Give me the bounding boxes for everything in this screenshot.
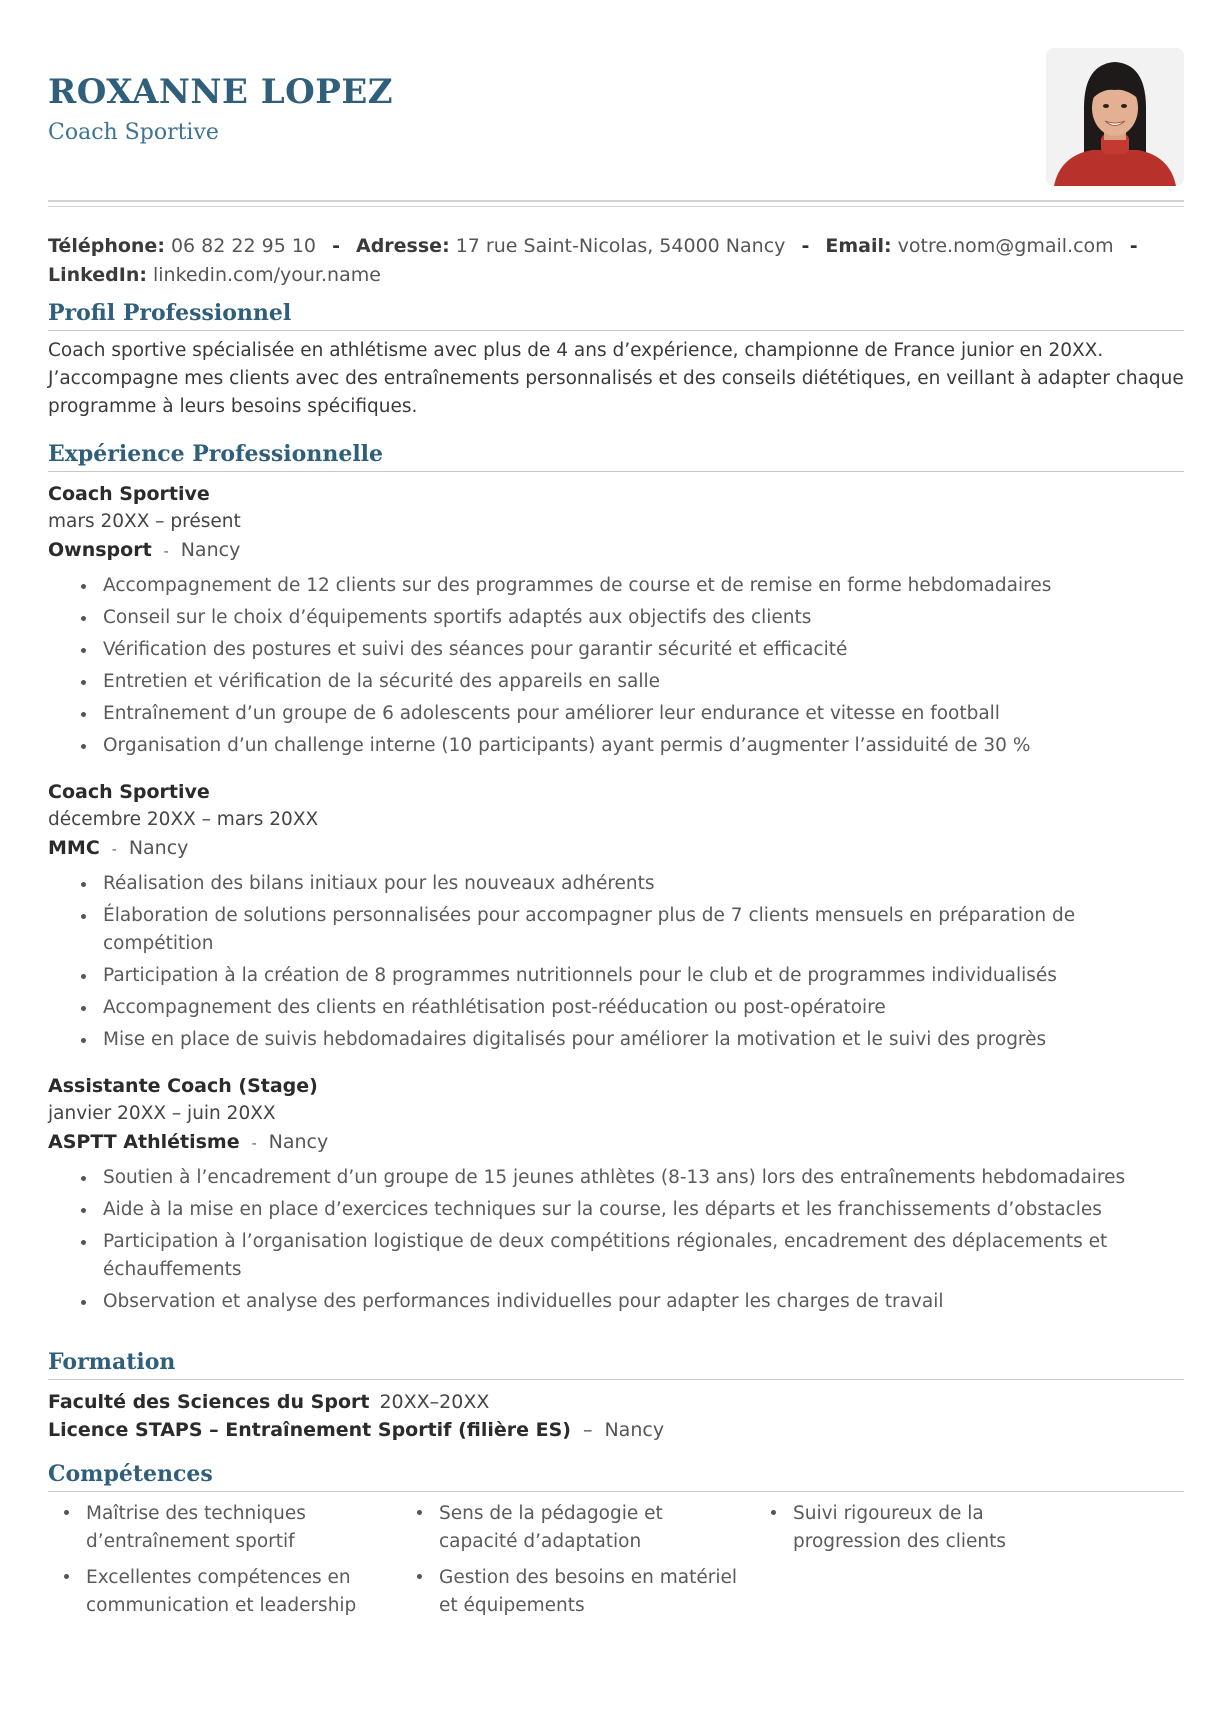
address-label: Adresse: (356, 235, 450, 257)
list-item: Observation et analyse des performances individuelles pour adapter les charges de travail (48, 1288, 1184, 1316)
skill-item: Gestion des besoins en matériel et équipements (401, 1564, 739, 1620)
email-label: Email: (825, 235, 892, 257)
skill-item: Sens de la pédagogie et capacité d’adaptation (401, 1500, 739, 1556)
experience-section (48, 439, 1184, 1320)
skill-item: Excellentes compétences en communication et leadership (48, 1564, 386, 1620)
education-location: Nancy (604, 1419, 665, 1441)
portrait-image (1046, 48, 1184, 186)
job-bullets (48, 1164, 1184, 1316)
contact-separator: - (1129, 235, 1138, 257)
address-value: 17 rue Saint-Nicolas, 54000 Nancy (455, 235, 786, 257)
list-item: Aide à la mise en place d’exercices techniques sur la course, les départs et les franchissements d’obstacles (48, 1196, 1184, 1224)
list-item: Soutien à l’encadrement d’un groupe de 15 jeunes athlètes (8-13 ans) lors des entraînements hebdomadaires (48, 1164, 1184, 1192)
school-name: Faculté des Sciences du Sport (48, 1391, 370, 1413)
list-item: Réalisation des bilans initiaux pour les nouveaux adhérents (48, 870, 1184, 898)
job-employer (48, 536, 1184, 566)
job-title: Assistante Coach (Stage) (48, 1075, 318, 1097)
phone-label: Téléphone: (48, 235, 165, 257)
job-title: Coach Sportive (48, 483, 210, 505)
header-divider (48, 200, 1184, 202)
list-item: Conseil sur le choix d’équipements sportifs adaptés aux objectifs des clients (48, 604, 1184, 632)
education-degree-line (48, 1416, 1184, 1444)
job-entry (48, 1072, 1184, 1316)
list-item: Élaboration de solutions personnalisées pour accompagner plus de 7 clients mensuels en préparation de compétition (48, 902, 1184, 958)
job-bullets (48, 870, 1184, 1054)
company-name: MMC (48, 837, 100, 859)
list-item: Entraînement d’un groupe de 6 adolescents pour améliorer leur endurance et vitesse en football (48, 700, 1184, 728)
email-value[interactable]: votre.nom@gmail.com (897, 235, 1114, 257)
job-location: Nancy (180, 539, 241, 561)
job-employer (48, 1128, 1184, 1158)
job-location: Nancy (268, 1131, 329, 1153)
header-divider-secondary (48, 206, 1184, 207)
list-item: Participation à l’organisation logistique de deux compétitions régionales, encadrement des déplacements et échauffements (48, 1228, 1184, 1284)
employer-separator: - (251, 1136, 257, 1152)
job-dates: janvier 20XX – juin 20XX (48, 1103, 276, 1124)
job-title: Coach Sportive (48, 781, 210, 803)
list-item: Organisation d’un challenge interne (10 participants) ayant permis d’augmenter l’assiduité de 30 % (48, 732, 1184, 760)
job-dates: décembre 20XX – mars 20XX (48, 809, 319, 830)
list-item: Accompagnement de 12 clients sur des programmes de course et de remise en forme hebdomadaires (48, 572, 1184, 600)
list-item: Mise en place de suivis hebdomadaires digitalisés pour améliorer la motivation et le suivi des progrès (48, 1026, 1184, 1054)
employer-separator: - (163, 544, 169, 560)
contact-separator: - (332, 235, 340, 257)
contact-info (48, 232, 1184, 290)
profile-section (48, 298, 1184, 421)
employer-separator: - (111, 842, 117, 858)
job-bullets (48, 572, 1184, 760)
education-years: 20XX–20XX (379, 1391, 490, 1413)
job-employer (48, 834, 1184, 864)
job-dates: mars 20XX – présent (48, 511, 241, 532)
profile-photo (1046, 48, 1184, 186)
linkedin-label: LinkedIn: (48, 264, 147, 286)
contact-separator: - (801, 235, 810, 257)
skills-section (48, 1459, 1184, 1650)
skills-grid (48, 1500, 1184, 1650)
degree-name: Licence STAPS – Entraînement Sportif (filière ES) (48, 1419, 571, 1441)
company-name: ASPTT Athlétisme (48, 1131, 240, 1153)
list-item: Entretien et vérification de la sécurité des appareils en salle (48, 668, 1184, 696)
education-section (48, 1347, 1184, 1444)
company-name: Ownsport (48, 539, 152, 561)
candidate-name: ROXANNE LOPEZ (48, 72, 394, 112)
profile-summary: Coach sportive spécialisée en athlétisme avec plus de 4 ans d’expérience, championne de France junior en 20XX. J’accompagne mes clients avec des entraînements personnalisés et des conseils diététiques, en veillant à adapter chaque programme à leurs besoins spécifiques. (48, 340, 1184, 417)
section-heading: Formation (48, 1347, 1184, 1380)
section-heading: Expérience Professionnelle (48, 439, 1184, 472)
candidate-title: Coach Sportive (48, 120, 219, 145)
list-item: Participation à la création de 8 programmes nutritionnels pour le club et de programmes individualisés (48, 962, 1184, 990)
job-entry (48, 480, 1184, 760)
job-location: Nancy (128, 837, 189, 859)
linkedin-value[interactable]: linkedin.com/your.name (153, 264, 381, 286)
list-item: Vérification des postures et suivi des séances pour garantir sécurité et efficacité (48, 636, 1184, 664)
section-heading: Compétences (48, 1459, 1184, 1492)
list-item: Accompagnement des clients en réathlétisation post-rééducation ou post-opératoire (48, 994, 1184, 1022)
education-school-line (48, 1388, 1184, 1416)
skill-item: Suivi rigoureux de la progression des clients (755, 1500, 1093, 1556)
section-heading: Profil Professionnel (48, 298, 1184, 331)
degree-separator: – (582, 1419, 593, 1441)
job-entry (48, 778, 1184, 1054)
skill-item: Maîtrise des techniques d’entraînement sportif (48, 1500, 386, 1556)
phone-value: 06 82 22 95 10 (170, 235, 317, 257)
